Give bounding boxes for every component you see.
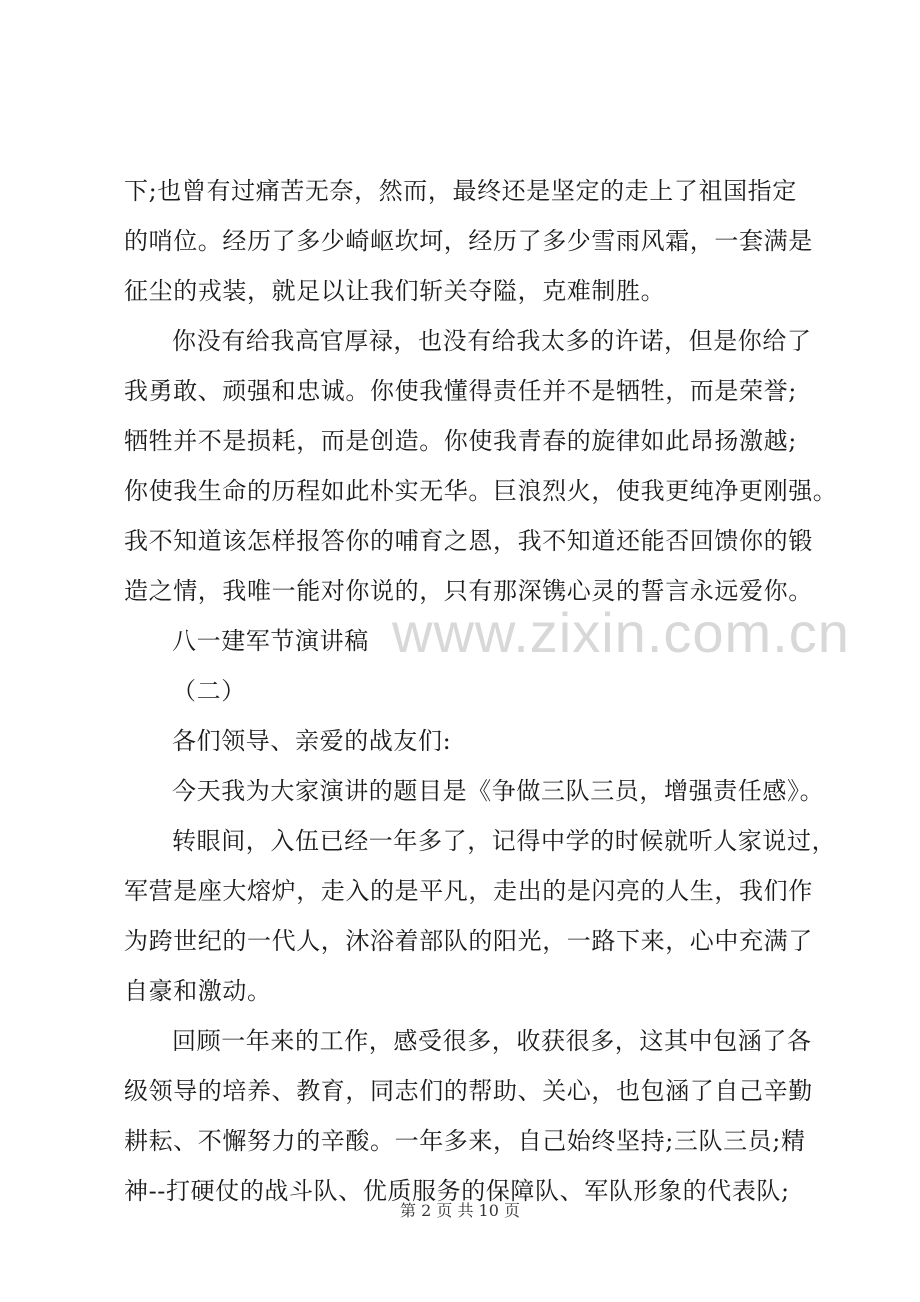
text-line: 造之情，我唯一能对你说的，只有那深镌心灵的誓言永远爱你。 [124, 577, 813, 605]
text-line: 你没有给我高官厚禄，也没有给我太多的许诺，但是你给了 [172, 327, 812, 355]
text-line: 你使我生命的历程如此朴实无华。巨浪烈火，使我更纯净更刚强。 [124, 477, 838, 505]
text-line: 下;也曾有过痛苦无奈，然而，最终还是坚定的走上了祖国指定 [124, 177, 797, 205]
page-number-footer: 第 2 页 共 10 页 [400, 1201, 520, 1220]
text-line: 转眼间，入伍已经一年多了，记得中学的时候就听人家说过， [172, 827, 837, 855]
section-number: （二） [172, 677, 246, 705]
text-line: 我勇敢、顽强和忠诚。你使我懂得责任并不是牺牲，而是荣誉; [124, 377, 797, 405]
text-line: 军营是座大熔炉，走入的是平凡，走出的是闪亮的人生，我们作 [124, 877, 813, 905]
text-line: 耕耘、不懈努力的辛酸。一年多来，自己始终坚持;三队三员;精 [124, 1127, 806, 1155]
text-line: 自豪和激动。 [124, 977, 272, 1005]
text-line: 的哨位。经历了多少崎岖坎坷，经历了多少雪雨风霜，一套满是 [124, 227, 813, 255]
text-line: 级领导的培养、教育，同志们的帮助、关心，也包涵了自己辛勤 [124, 1077, 813, 1105]
section-title: 八一建军节演讲稿 [172, 627, 369, 655]
text-line: 回顾一年来的工作，感受很多，收获很多，这其中包涵了各 [172, 1027, 812, 1055]
text-line: 今天我为大家演讲的题目是《争做三队三员，增强责任感》。 [172, 777, 825, 805]
salutation: 各们领导、亲爱的战友们: [172, 727, 452, 755]
text-line: 为跨世纪的一代人，沐浴着部队的阳光，一路下来，心中充满了 [124, 927, 813, 955]
text-line: 牺牲并不是损耗，而是创造。你使我青春的旋律如此昂扬激越; [124, 427, 797, 455]
text-line: 征尘的戎装，就足以让我们斩关夺隘，克难制胜。 [124, 277, 666, 305]
watermark: www.zixin.com.cn [392, 601, 850, 664]
text-line: 我不知道该怎样报答你的哺育之恩，我不知道还能否回馈你的锻 [124, 527, 813, 555]
text-line: 神--打硬仗的战斗队、优质服务的保障队、军队形象的代表队; [124, 1177, 790, 1205]
